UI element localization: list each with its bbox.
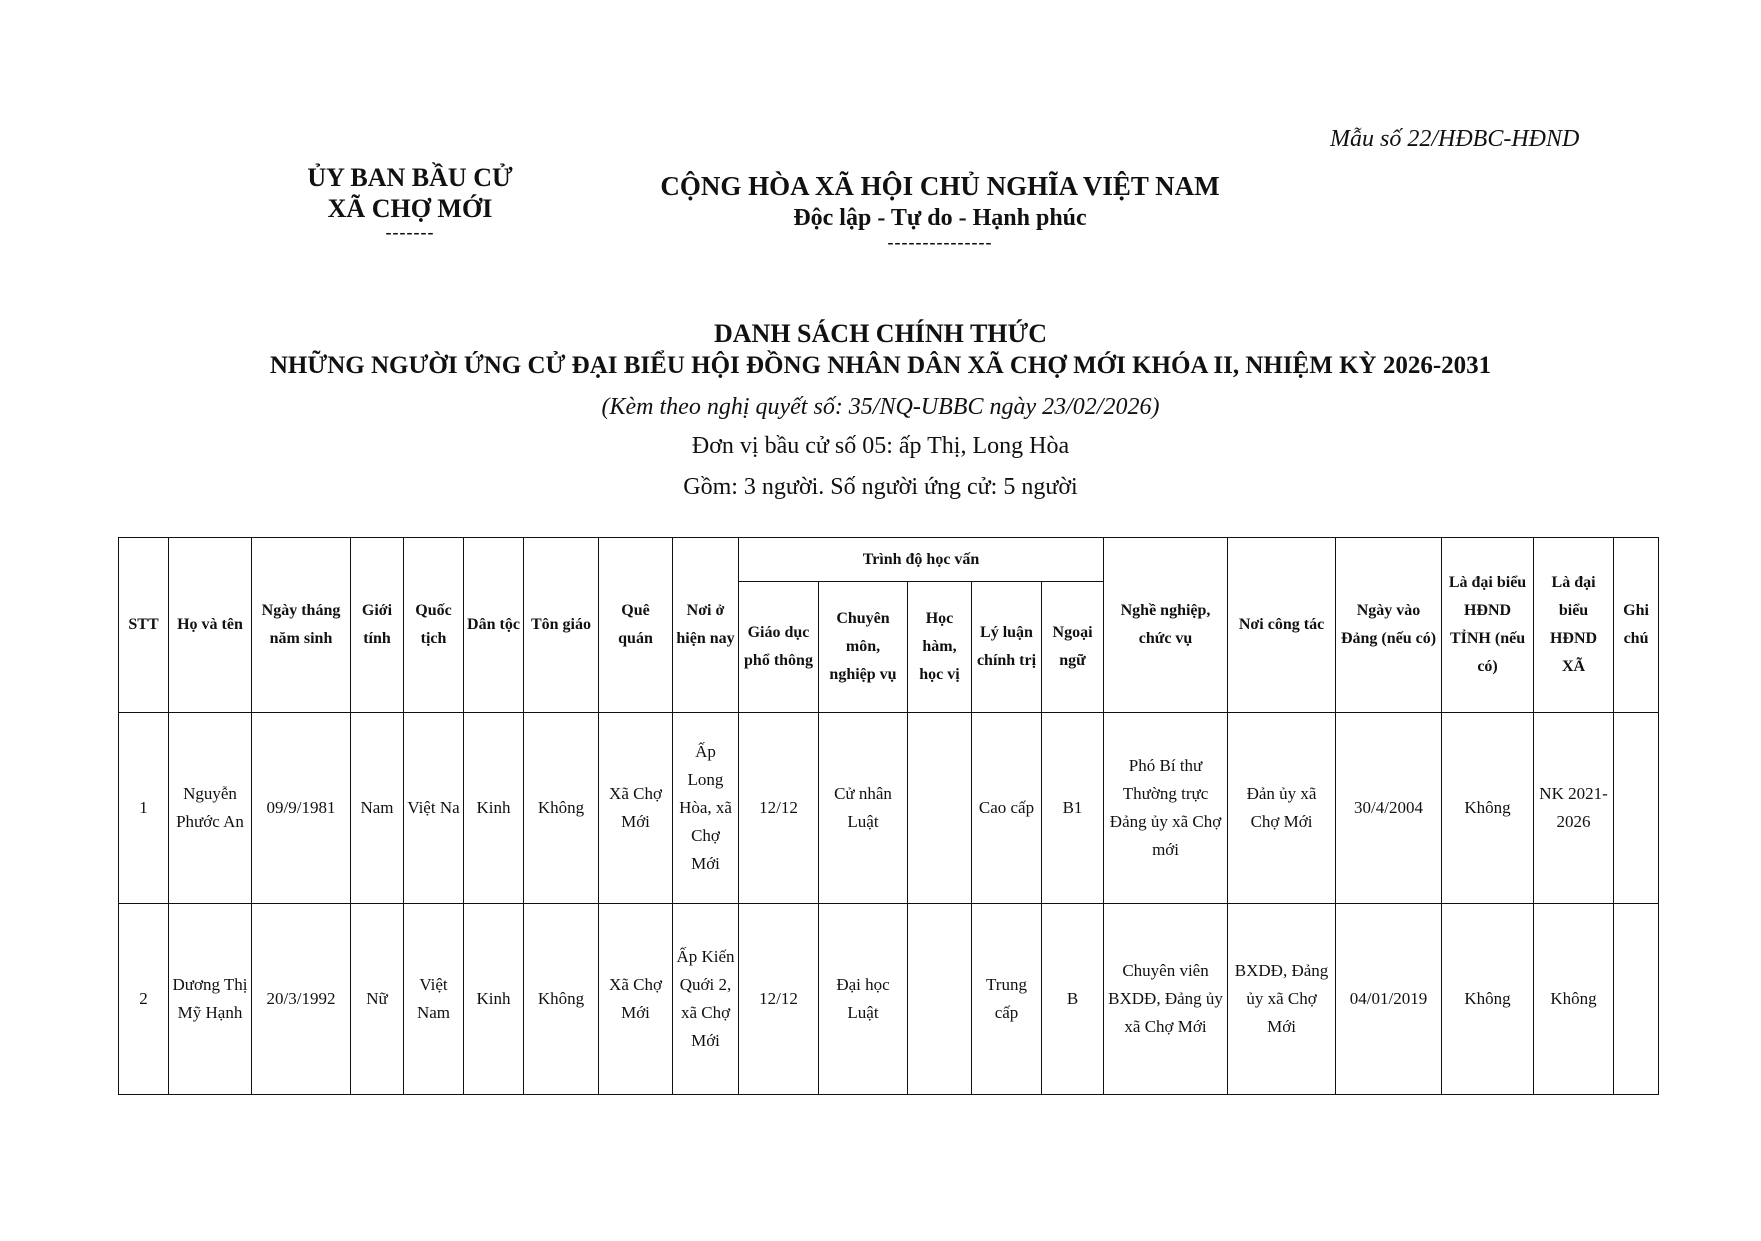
col-header-gender: Giới tính — [351, 538, 404, 713]
motto-divider: --------------- — [887, 232, 993, 252]
document-subtitle: NHỮNG NGƯỜI ỨNG CỬ ĐẠI BIỂU HỘI ĐỒNG NHÂN DÂN XÃ CHỢ MỚI KHÓA II, NHIỆM KỲ 2026-2031 — [269, 352, 1492, 379]
authority-divider: ------- — [385, 222, 435, 242]
cell-note — [1614, 713, 1659, 904]
cell-party-date: 04/01/2019 — [1336, 904, 1442, 1095]
issuing-authority-header — [250, 162, 570, 240]
cell-political-theory: Cao cấp — [972, 713, 1042, 904]
cell-nationality: Việt Na — [404, 713, 464, 904]
cell-stt: 1 — [119, 713, 169, 904]
authority-line-2: XÃ CHỢ MỚI — [327, 194, 493, 223]
document-title: DANH SÁCH CHÍNH THỨC — [714, 319, 1047, 348]
col-header-ethnicity: Dân tộc — [464, 538, 524, 713]
motto: Độc lập - Tự do - Hạnh phúc — [793, 205, 1087, 231]
electoral-unit: Đơn vị bầu cử số 05: ấp Thị, Long Hòa — [691, 433, 1070, 459]
document-title-block — [0, 318, 1761, 508]
col-header-foreign-language: Ngoại ngữ — [1042, 582, 1104, 713]
cell-dob: 20/3/1992 — [252, 904, 351, 1095]
cell-name: Nguyễn Phước An — [169, 713, 252, 904]
cell-religion: Không — [524, 904, 599, 1095]
cell-ethnicity: Kinh — [464, 713, 524, 904]
authority-line-1: ỦY BAN BẦU CỬ — [307, 163, 513, 192]
table-header-row — [119, 538, 1659, 582]
table-row — [119, 713, 1659, 904]
col-header-residence: Nơi ở hiện nay — [673, 538, 739, 713]
col-header-stt: STT — [119, 538, 169, 713]
col-header-name: Họ và tên — [169, 538, 252, 713]
cell-commune-delegate: NK 2021-2026 — [1534, 713, 1614, 904]
col-header-specialty: Chuyên môn, nghiệp vụ — [819, 582, 908, 713]
col-header-party-date: Ngày vào Đảng (nếu có) — [1336, 538, 1442, 713]
col-header-hometown: Quê quán — [599, 538, 673, 713]
col-header-nationality: Quốc tịch — [404, 538, 464, 713]
cell-residence: Ấp Kiến Quới 2, xã Chợ Mới — [673, 904, 739, 1095]
cell-ethnicity: Kinh — [464, 904, 524, 1095]
cell-workplace: Đản ủy xã Chợ Mới — [1228, 713, 1336, 904]
col-header-note: Ghi chú — [1614, 538, 1659, 713]
cell-province-delegate: Không — [1442, 713, 1534, 904]
cell-province-delegate: Không — [1442, 904, 1534, 1095]
cell-nationality: Việt Nam — [404, 904, 464, 1095]
cell-specialty: Cử nhân Luật — [819, 713, 908, 904]
col-header-education-group: Trình độ học vấn — [739, 538, 1104, 582]
form-number: Mẫu số 22/HĐBC-HĐND — [1330, 126, 1580, 152]
table-row — [119, 904, 1659, 1095]
cell-general-education: 12/12 — [739, 713, 819, 904]
cell-note — [1614, 904, 1659, 1095]
cell-stt: 2 — [119, 904, 169, 1095]
col-header-academic-degree: Học hàm, học vị — [908, 582, 972, 713]
cell-commune-delegate: Không — [1534, 904, 1614, 1095]
seat-count: Gồm: 3 người. Số người ứng cử: 5 người — [683, 474, 1078, 500]
cell-occupation: Phó Bí thư Thường trực Đảng ủy xã Chợ mới — [1104, 713, 1228, 904]
cell-religion: Không — [524, 713, 599, 904]
cell-occupation: Chuyên viên BXDĐ, Đảng ủy xã Chợ Mới — [1104, 904, 1228, 1095]
cell-residence: Ấp Long Hòa, xã Chợ Mới — [673, 713, 739, 904]
col-header-political-theory: Lý luận chính trị — [972, 582, 1042, 713]
col-header-dob: Ngày tháng năm sinh — [252, 538, 351, 713]
cell-foreign-language: B — [1042, 904, 1104, 1095]
cell-dob: 09/9/1981 — [252, 713, 351, 904]
cell-workplace: BXDĐ, Đảng ủy xã Chợ Mới — [1228, 904, 1336, 1095]
candidate-table — [118, 537, 1659, 1095]
col-header-province-delegate: Là đại biểu HĐND TỈNH (nếu có) — [1442, 538, 1534, 713]
country-name: CỘNG HÒA XÃ HỘI CHỦ NGHĨA VIỆT NAM — [660, 171, 1220, 201]
col-header-general-education: Giáo dục phổ thông — [739, 582, 819, 713]
cell-gender: Nữ — [351, 904, 404, 1095]
cell-name: Dương Thị Mỹ Hạnh — [169, 904, 252, 1095]
resolution-reference: (Kèm theo nghị quyết số: 35/NQ-UBBC ngày 23/02/2026) — [601, 394, 1160, 420]
col-header-workplace: Nơi công tác — [1228, 538, 1336, 713]
cell-specialty: Đại học Luật — [819, 904, 908, 1095]
cell-academic-degree — [908, 713, 972, 904]
cell-general-education: 12/12 — [739, 904, 819, 1095]
cell-academic-degree — [908, 904, 972, 1095]
cell-party-date: 30/4/2004 — [1336, 713, 1442, 904]
cell-political-theory: Trung cấp — [972, 904, 1042, 1095]
cell-hometown: Xã Chợ Mới — [599, 713, 673, 904]
col-header-religion: Tôn giáo — [524, 538, 599, 713]
cell-gender: Nam — [351, 713, 404, 904]
cell-foreign-language: B1 — [1042, 713, 1104, 904]
national-motto-header — [640, 170, 1240, 250]
col-header-commune-delegate: Là đại biểu HĐND XÃ — [1534, 538, 1614, 713]
cell-hometown: Xã Chợ Mới — [599, 904, 673, 1095]
col-header-occupation: Nghề nghiệp, chức vụ — [1104, 538, 1228, 713]
